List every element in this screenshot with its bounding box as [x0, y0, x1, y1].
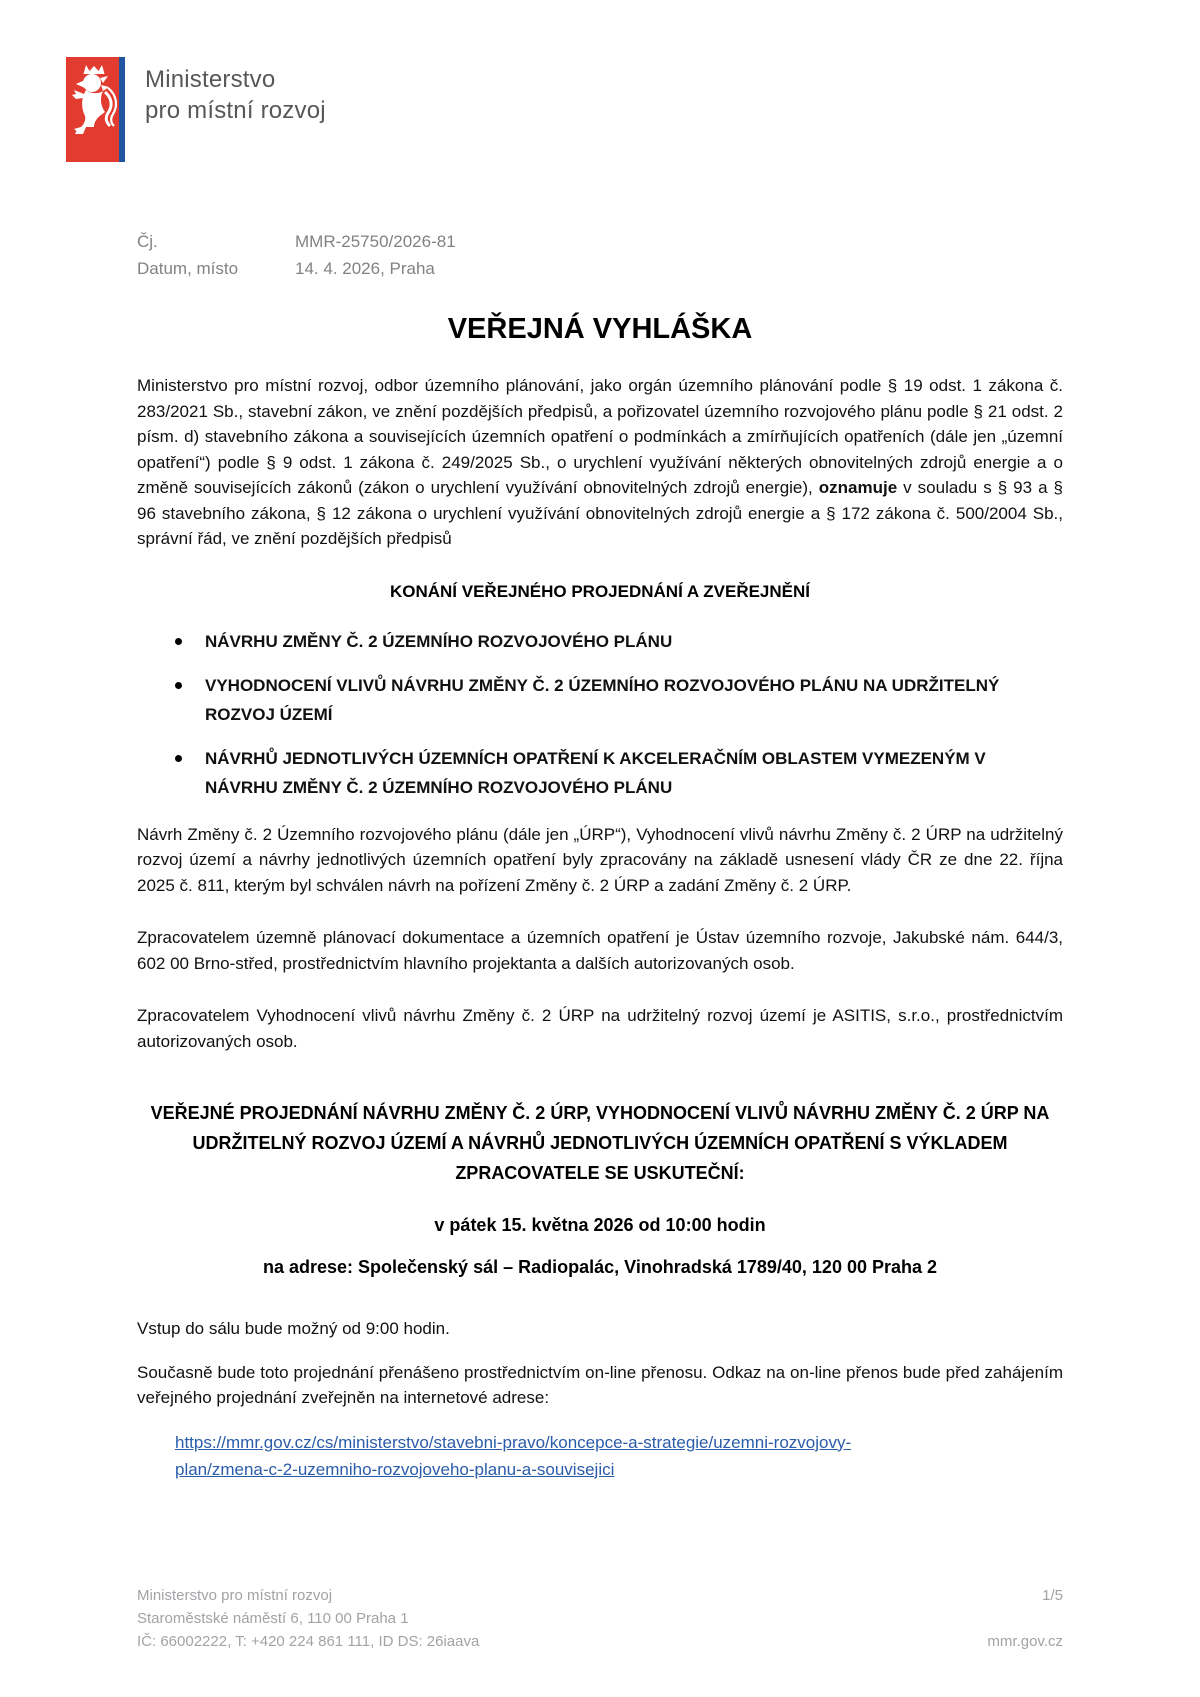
- meta-row-date: [137, 255, 1063, 282]
- bullet-list: [137, 627, 1063, 802]
- date-place-label: Datum, místo: [137, 259, 239, 278]
- online-link[interactable]: https://mmr.gov.cz/cs/ministerstvo/stavebni-pravo/koncepce-a-strategie/uzemni-rozvojovy-plan/zmena-c-2-uzemniho-rozvojoveho-planu-a-souvisejici: [175, 1432, 852, 1479]
- bullet-dot-icon: [175, 682, 182, 689]
- date-place-value: 14. 4. 2026, Praha: [295, 259, 435, 278]
- footer-left-block: [137, 1584, 479, 1653]
- bullet-item: [137, 744, 1063, 802]
- paragraph-processor-sea: Zpracovatelem Vyhodnocení vlivů návrhu Změny č. 2 ÚRP na udržitelný rozvoj území je ASITIS, s.r.o., prostřednictvím autorizovaných osob.: [137, 1006, 1063, 1051]
- intro-text-before: Ministerstvo pro místní rozvoj, odbor územního plánování, jako orgán územního plánování podle § 19 odst. 1 zákona č. 283/2021 Sb., stavební zákon, ve znění pozdějších předpisů, a pořizovatel územního rozvojového plánu podle § 21 odst. 2 písm. d) stavebního zákona a souvisejících územních opatření o podmínkách a zmírňujících opatřeních (dále jen „územní opatření“) podle § 9 odst. 1 zákona č. 249/2025 Sb., o urychlení využívání některých obnovitelných zdrojů energie a o změně souvisejících zákonů (zákon o urychlení využívání obnovitelných zdrojů energie),: [137, 376, 1063, 497]
- bullet-item: [137, 627, 1063, 656]
- hearing-address: na adrese: Společenský sál – Radiopalác, Vinohradská 1789/40, 120 00 Praha 2: [262, 1257, 938, 1277]
- document-meta: [137, 228, 1063, 282]
- bullet-text: VYHODNOCENÍ VLIVŮ NÁVRHU ZMĚNY Č. 2 ÚZEMNÍHO ROZVOJOVÉHO PLÁNU NA UDRŽITELNÝ ROZVOJ ÚZEMÍ: [205, 675, 1000, 724]
- section-heading: KONÁNÍ VEŘEJNÉHO PROJEDNÁNÍ A ZVEŘEJNĚNÍ: [389, 581, 811, 601]
- online-link-wrap: [137, 1429, 1063, 1483]
- footer-website: mmr.gov.cz: [987, 1633, 1063, 1650]
- document-title: VEŘEJNÁ VYHLÁŠKA: [447, 313, 753, 345]
- paragraph-plan-basis: Návrh Změny č. 2 Územního rozvojového plánu (dále jen „ÚRP“), Vyhodnocení vlivů návrhu Změny č. 2 ÚRP na udržitelný rozvoj území a návrhy jednotlivých územních opatření byly zpracovány na základě usnesení vlády ČR ze dne 22. října 2025 č. 811, kterým byl schválen návrh na pořízení Změny č. 2 ÚRP a zadání Změny č. 2 ÚRP.: [137, 824, 1063, 895]
- bullet-item: [137, 671, 1063, 729]
- wordmark-line-2: pro místní rozvoj: [145, 97, 326, 124]
- bullet-text: NÁVRHŮ JEDNOTLIVÝCH ÚZEMNÍCH OPATŘENÍ K AKCELERAČNÍM OBLASTEM VYMEZENÝM V NÁVRHU ZMĚNY Č. 2 ÚZEMNÍHO ROZVOJOVÉHO PLÁNU: [205, 748, 986, 797]
- paragraph-processor-urp: Zpracovatelem územně plánovací dokumentace a územních opatření je Ústav územního rozvoje, Jakubské nám. 644/3, 602 00 Brno-střed, prostřednictvím hlavního projektanta a dalších autorizovaných osob.: [137, 928, 1063, 973]
- meta-row-ref: [137, 228, 1063, 255]
- ref-number-value: MMR-25750/2026-81: [295, 232, 456, 251]
- footer-right-block: [987, 1584, 1063, 1653]
- ref-number-label: Čj.: [137, 232, 158, 251]
- footer-org-contacts: IČ: 66002222, T: +420 224 861 111, ID DS: 26iaava: [137, 1633, 480, 1650]
- intro-bold-word: oznamuje: [818, 478, 898, 497]
- online-broadcast-paragraph: Současně bude toto projednání přenášeno prostřednictvím on-line přenosu. Odkaz na on-line přenos bude před zahájením veřejného projednání zveřejněn na internetové adrese:: [137, 1362, 1063, 1407]
- bullet-text: NÁVRHU ZMĚNY Č. 2 ÚZEMNÍHO ROZVOJOVÉHO PLÁNU: [205, 631, 673, 651]
- hearing-datetime: v pátek 15. května 2026 od 10:00 hodin: [434, 1215, 766, 1235]
- footer-org-address: Staroměstské náměstí 6, 110 00 Praha 1: [137, 1610, 409, 1627]
- footer-org-name: Ministerstvo pro místní rozvoj: [137, 1587, 333, 1604]
- entry-note: Vstup do sálu bude možný od 9:00 hodin.: [137, 1319, 450, 1338]
- hearing-announcement: VEŘEJNÉ PROJEDNÁNÍ NÁVRHU ZMĚNY Č. 2 ÚRP, VYHODNOCENÍ VLIVŮ NÁVRHU ZMĚNY Č. 2 ÚRP NA UDRŽITELNÝ ROZVOJ ÚZEMÍ A NÁVRHŮ JEDNOTLIVÝCH ÚZEMNÍCH OPATŘENÍ S VÝKLADEM ZPRACOVATELE SE USKUTEČNÍ:: [150, 1103, 1050, 1183]
- page-number: 1/5: [1042, 1587, 1063, 1604]
- intro-text-after: v souladu s § 93 a § 96 stavebního zákona, § 12 zákona o urychlení využívání obnovitelných zdrojů energie a § 172 zákona č. 500/2004 Sb., správní řád, ve znění pozdějších předpisů: [137, 478, 1063, 548]
- wordmark-line-1: Ministerstvo: [145, 66, 276, 93]
- page-footer: [137, 1584, 1063, 1653]
- intro-paragraph: [137, 373, 1063, 552]
- bullet-dot-icon: [175, 638, 182, 645]
- bullet-dot-icon: [175, 755, 182, 762]
